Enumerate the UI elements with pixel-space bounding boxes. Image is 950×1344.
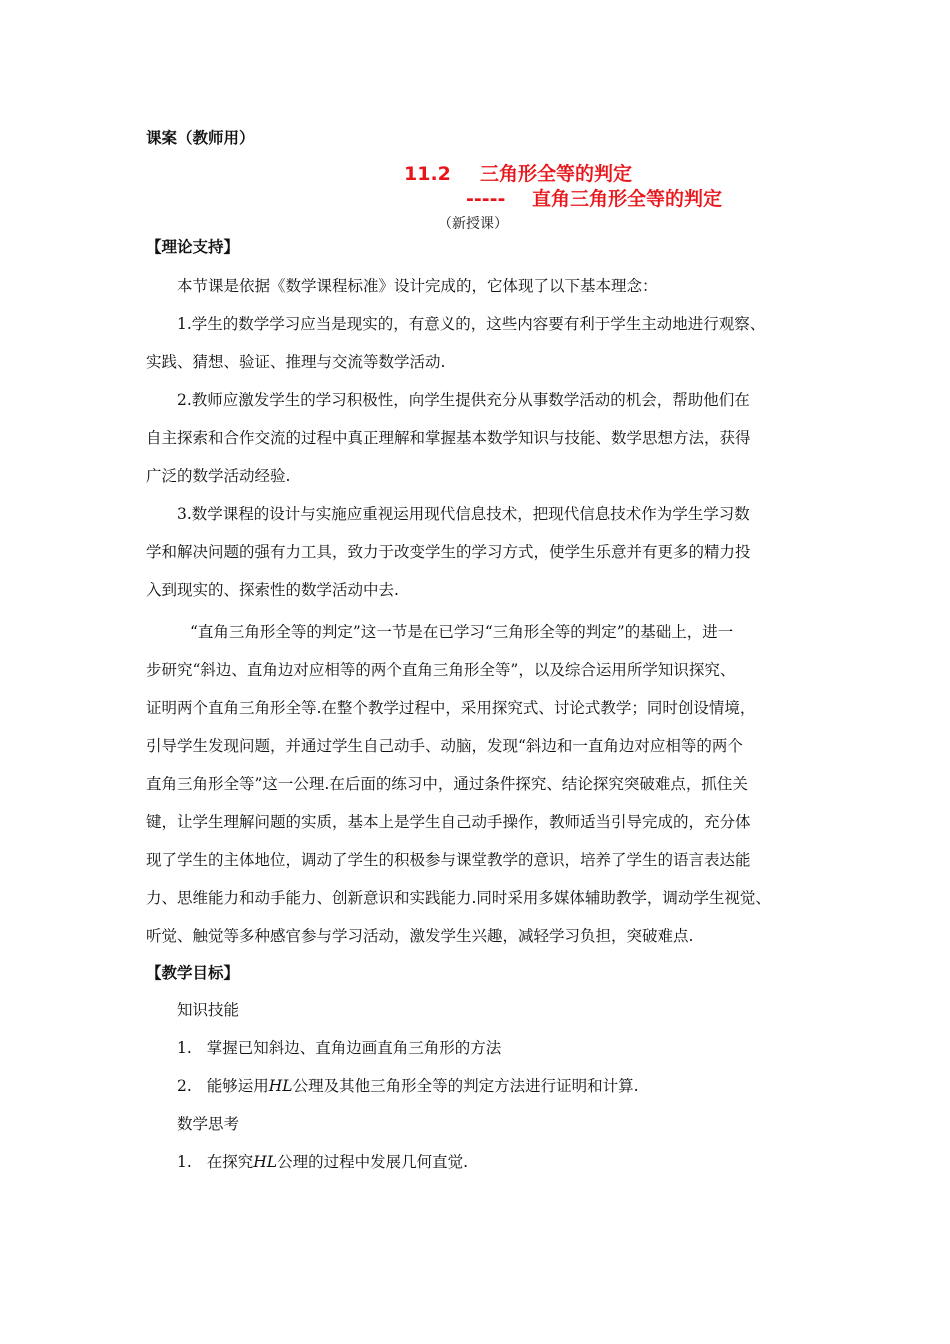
subsection-math-thinking: 数学思考 — [177, 1115, 240, 1133]
paragraph-line: 自主探索和合作交流的过程中真正理解和掌握基本数学知识与技能、数学思想方法，获得 — [146, 429, 751, 447]
lesson-type: （新授课） — [438, 216, 508, 232]
subsection-knowledge-skills: 知识技能 — [177, 1001, 240, 1019]
section-heading-theory: 【理论支持】 — [146, 238, 240, 256]
hl-term: HL — [268, 1077, 293, 1095]
objective-item-number: 1. — [177, 1039, 192, 1057]
objective-item — [177, 1076, 639, 1096]
paragraph-line: 入到现实的、探索性的数学活动中去. — [146, 581, 399, 599]
doc-header-label: 课案（教师用） — [146, 129, 255, 147]
paragraph-line: 2.教师应激发学生的学习积极性，向学生提供充分从事数学活动的机会，帮助他们在 — [177, 391, 750, 409]
objective-item-number: 2. — [177, 1077, 192, 1095]
paragraph-line: 力、思维能力和动手能力、创新意识和实践能力.同时采用多媒体辅助教学，调动学生视觉、 — [146, 889, 771, 907]
paragraph-line: 听觉、触觉等多种感官参与学习活动，激发学生兴趣，减轻学习负担，突破难点. — [146, 927, 694, 945]
paragraph-line: 键，让学生理解问题的实质，基本上是学生自己动手操作，教师适当引导完成的，充分体 — [146, 813, 751, 831]
paragraph-line: 广泛的数学活动经验. — [146, 467, 291, 485]
title-subtitle: 直角三角形全等的判定 — [532, 188, 723, 210]
paragraph-line: 直角三角形全等”这一公理.在后面的练习中，通过条件探究、结论探究突破难点，抓住关 — [146, 775, 748, 793]
title-number: 11.2 — [404, 163, 451, 185]
hl-term: HL — [253, 1153, 278, 1171]
objective-item-text: 公理的过程中发展几何直觉. — [277, 1153, 468, 1171]
objective-item-text: 公理及其他三角形全等的判定方法进行证明和计算. — [292, 1077, 639, 1095]
paragraph-line: 现了学生的主体地位，调动了学生的积极参与课堂教学的意识，培养了学生的语言表达能 — [146, 851, 751, 869]
objective-item-text: 掌握已知斜边、直角边画直角三角形的方法 — [206, 1039, 502, 1057]
paragraph-line: 引导学生发现问题，并通过学生自己动手、动脑，发现“斜边和一直角边对应相等的两个 — [146, 737, 743, 755]
section-heading-objectives: 【教学目标】 — [146, 964, 240, 982]
paragraph-line: 实践、猜想、验证、推理与交流等数学活动. — [146, 353, 446, 371]
paragraph-line: 证明两个直角三角形全等.在整个教学过程中，采用探究式、讨论式教学；同时创设情境， — [146, 699, 756, 717]
paragraph-line: 3.数学课程的设计与实施应重视运用现代信息技术，把现代信息技术作为学生学习数 — [177, 505, 750, 523]
objective-item — [177, 1038, 501, 1058]
paragraph-line: 本节课是依据《数学课程标准》设计完成的，它体现了以下基本理念： — [177, 277, 658, 295]
objective-item — [177, 1152, 468, 1172]
paragraph-line: 1.学生的数学学习应当是现实的，有意义的，这些内容要有利于学生主动地进行观察、 — [177, 315, 766, 333]
paragraph-line: 步研究“斜边、直角边对应相等的两个直角三角形全等”，以及综合运用所学知识探究、 — [146, 661, 736, 679]
objective-item-text: 能够运用 — [206, 1077, 269, 1095]
paragraph-line: “直角三角形全等的判定”这一节是在已学习“三角形全等的判定”的基础上，进一 — [190, 623, 734, 641]
objective-item-text: 在探究 — [206, 1153, 254, 1171]
paragraph-line: 学和解决问题的强有力工具，致力于改变学生的学习方式，使学生乐意并有更多的精力投 — [146, 543, 751, 561]
title-main: 三角形全等的判定 — [480, 163, 633, 185]
objective-item-number: 1. — [177, 1153, 192, 1171]
title-dashes: ----- — [466, 188, 506, 210]
